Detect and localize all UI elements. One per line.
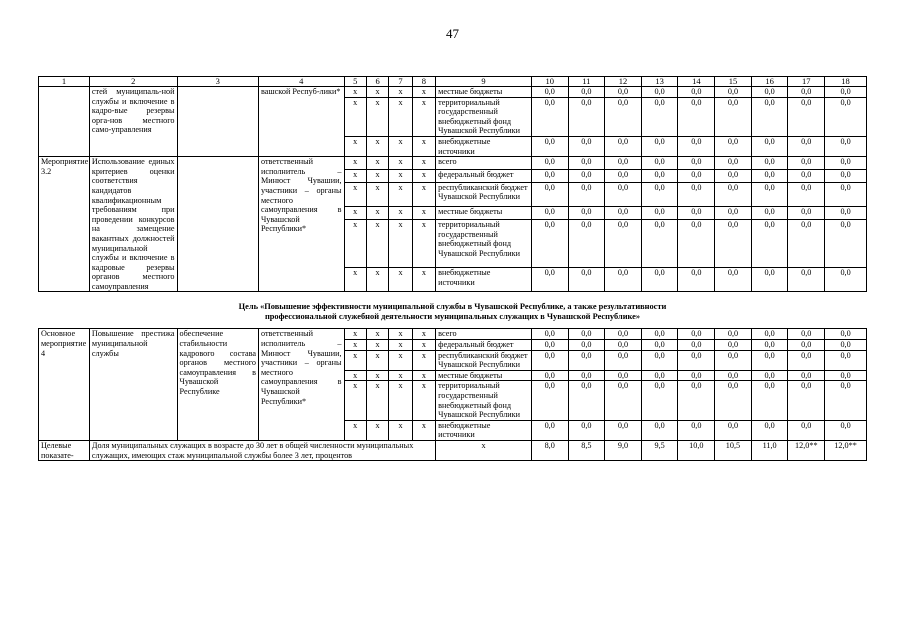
x-mark-cell: x — [389, 136, 412, 156]
value-cell: 0,0 — [568, 370, 605, 381]
value-cell: 0,0 — [788, 136, 825, 156]
value-cell: 0,0 — [788, 329, 825, 340]
value-cell: 0,0 — [605, 329, 642, 340]
x-mark-cell: x — [412, 381, 435, 420]
value-cell: 0,0 — [641, 87, 678, 98]
x-mark-cell: x — [389, 157, 412, 170]
value-cell: 0,0 — [605, 267, 642, 292]
value-cell: 0,0 — [825, 420, 867, 440]
x-mark-cell: x — [344, 350, 366, 370]
value-cell: 0,0 — [568, 350, 605, 370]
value-cell: 0,0 — [678, 207, 715, 220]
x-mark-cell: x — [412, 97, 435, 136]
event-task: обеспечение стабильности кадрового состава органов местного самоуправления в Чувашской Республике — [177, 329, 258, 441]
x-mark-cell: x — [366, 97, 388, 136]
value-cell: 0,0 — [531, 220, 568, 268]
target-value: 12,0** — [825, 441, 867, 461]
value-cell: 0,0 — [678, 136, 715, 156]
goal-line-1: Цель «Повышение эффективности муниципальной службы в Чувашской Республике, а также результативности — [238, 302, 667, 312]
value-cell: 0,0 — [751, 87, 788, 98]
column-header: 13 — [641, 77, 678, 87]
target-value: 12,0** — [788, 441, 825, 461]
column-header: 12 — [605, 77, 642, 87]
x-mark-cell: x — [366, 267, 388, 292]
value-cell: 0,0 — [715, 340, 752, 351]
x-mark-cell: x — [344, 267, 366, 292]
column-header-row — [39, 77, 867, 87]
value-cell: 0,0 — [825, 267, 867, 292]
value-cell: 0,0 — [531, 381, 568, 420]
value-cell: 0,0 — [678, 340, 715, 351]
value-cell: 0,0 — [568, 87, 605, 98]
event-col1-empty — [39, 87, 90, 157]
value-cell: 0,0 — [751, 157, 788, 170]
table-body — [39, 77, 867, 461]
x-mark-cell: x — [412, 136, 435, 156]
value-cell: 0,0 — [788, 340, 825, 351]
value-cell: 0,0 — [605, 170, 642, 183]
event-description: Использование единых критериев оценки соответствия кандидатов квалификационным требованиям при проведении конкурсов на замещение вакантных должностей муниципальной службы и включение в кадровые резервы органов местного самоуправления — [89, 157, 177, 292]
funding-source: республиканский бюджет Чувашской Республики — [436, 350, 532, 370]
x-mark-cell: x — [344, 182, 366, 206]
value-cell: 0,0 — [568, 329, 605, 340]
x-mark-cell: x — [366, 182, 388, 206]
value-cell: 0,0 — [641, 220, 678, 268]
event-task-empty — [177, 157, 258, 292]
value-cell: 0,0 — [751, 267, 788, 292]
funding-source: местные бюджеты — [436, 87, 532, 98]
x-mark-cell: x — [389, 420, 412, 440]
x-mark-cell: x — [366, 350, 388, 370]
x-mark-cell: x — [412, 157, 435, 170]
x-mark-cell: x — [366, 87, 388, 98]
value-cell: 0,0 — [788, 157, 825, 170]
value-cell: 0,0 — [568, 97, 605, 136]
value-cell: 0,0 — [641, 381, 678, 420]
value-cell: 0,0 — [715, 370, 752, 381]
value-cell: 0,0 — [825, 157, 867, 170]
x-mark-cell: x — [366, 340, 388, 351]
value-cell: 0,0 — [605, 220, 642, 268]
x-mark-cell: x — [389, 182, 412, 206]
x-mark-cell: x — [344, 136, 366, 156]
value-cell: 0,0 — [605, 207, 642, 220]
value-cell: 0,0 — [605, 381, 642, 420]
x-mark-cell: x — [389, 170, 412, 183]
target-value: 10,0 — [678, 441, 715, 461]
value-cell: 0,0 — [715, 381, 752, 420]
column-header: 9 — [436, 77, 532, 87]
target-x-mark: x — [436, 441, 532, 461]
value-cell: 0,0 — [751, 220, 788, 268]
funding-source: территориальный государственный внебюджетный фонд Чувашской Республики — [436, 220, 532, 268]
column-header: 2 — [89, 77, 177, 87]
value-cell: 0,0 — [788, 182, 825, 206]
value-cell: 0,0 — [641, 267, 678, 292]
column-header: 17 — [788, 77, 825, 87]
x-mark-cell: x — [412, 87, 435, 98]
value-cell: 0,0 — [568, 220, 605, 268]
event-task-empty — [177, 87, 258, 157]
value-cell: 0,0 — [531, 370, 568, 381]
value-cell: 0,0 — [678, 182, 715, 206]
value-cell: 0,0 — [641, 207, 678, 220]
value-cell: 0,0 — [825, 207, 867, 220]
value-cell: 0,0 — [568, 340, 605, 351]
value-cell: 0,0 — [531, 350, 568, 370]
column-header: 11 — [568, 77, 605, 87]
funding-row — [39, 329, 867, 340]
value-cell: 0,0 — [678, 420, 715, 440]
value-cell: 0,0 — [531, 97, 568, 136]
value-cell: 0,0 — [531, 87, 568, 98]
event-executor: ответственный исполнитель – Минюст Чувашии, участники – органы местного самоуправления в Чувашской Республики* — [258, 157, 344, 292]
value-cell: 0,0 — [641, 157, 678, 170]
x-mark-cell: x — [366, 170, 388, 183]
x-mark-cell: x — [366, 157, 388, 170]
value-cell: 0,0 — [678, 267, 715, 292]
value-cell: 0,0 — [641, 370, 678, 381]
x-mark-cell: x — [366, 329, 388, 340]
column-header: 6 — [366, 77, 388, 87]
x-mark-cell: x — [412, 420, 435, 440]
value-cell: 0,0 — [678, 87, 715, 98]
value-cell: 0,0 — [568, 267, 605, 292]
value-cell: 0,0 — [678, 97, 715, 136]
value-cell: 0,0 — [531, 182, 568, 206]
value-cell: 0,0 — [788, 220, 825, 268]
value-cell: 0,0 — [715, 157, 752, 170]
value-cell: 0,0 — [678, 157, 715, 170]
x-mark-cell: x — [366, 381, 388, 420]
column-header: 16 — [751, 77, 788, 87]
value-cell: 0,0 — [531, 340, 568, 351]
event-description: Повышение престижа муниципальной службы — [89, 329, 177, 441]
funding-source: республиканский бюджет Чувашской Республики — [436, 182, 532, 206]
value-cell: 0,0 — [788, 207, 825, 220]
event-description: стей муниципаль-ной службы и включение в кадро-вые резервы орга-нов местного само-управления — [89, 87, 177, 157]
value-cell: 0,0 — [568, 420, 605, 440]
x-mark-cell: x — [412, 340, 435, 351]
target-value: 10,5 — [715, 441, 752, 461]
x-mark-cell: x — [412, 370, 435, 381]
x-mark-cell: x — [344, 97, 366, 136]
value-cell: 0,0 — [568, 136, 605, 156]
funding-source: территориальный государственный внебюджетный фонд Чувашской Республики — [436, 97, 532, 136]
x-mark-cell: x — [366, 370, 388, 381]
funding-source: внебюджетные источники — [436, 136, 532, 156]
column-header: 3 — [177, 77, 258, 87]
value-cell: 0,0 — [751, 340, 788, 351]
target-value: 8,0 — [531, 441, 568, 461]
target-value: 9,5 — [641, 441, 678, 461]
funding-source: федеральный бюджет — [436, 340, 532, 351]
value-cell: 0,0 — [751, 420, 788, 440]
x-mark-cell: x — [412, 329, 435, 340]
value-cell: 0,0 — [715, 350, 752, 370]
column-header: 10 — [531, 77, 568, 87]
x-mark-cell: x — [389, 329, 412, 340]
funding-row — [39, 87, 867, 98]
x-mark-cell: x — [412, 182, 435, 206]
value-cell: 0,0 — [641, 329, 678, 340]
value-cell: 0,0 — [715, 267, 752, 292]
value-cell: 0,0 — [715, 136, 752, 156]
value-cell: 0,0 — [788, 267, 825, 292]
value-cell: 0,0 — [605, 87, 642, 98]
value-cell: 0,0 — [715, 207, 752, 220]
value-cell: 0,0 — [825, 87, 867, 98]
x-mark-cell: x — [366, 420, 388, 440]
value-cell: 0,0 — [568, 381, 605, 420]
value-cell: 0,0 — [605, 340, 642, 351]
value-cell: 0,0 — [751, 381, 788, 420]
value-cell: 0,0 — [715, 329, 752, 340]
value-cell: 0,0 — [825, 97, 867, 136]
value-cell: 0,0 — [568, 207, 605, 220]
value-cell: 0,0 — [825, 220, 867, 268]
value-cell: 0,0 — [678, 370, 715, 381]
x-mark-cell: x — [389, 381, 412, 420]
funding-source: территориальный государственный внебюджетный фонд Чувашской Республики — [436, 381, 532, 420]
x-mark-cell: x — [412, 170, 435, 183]
value-cell: 0,0 — [825, 350, 867, 370]
value-cell: 0,0 — [788, 170, 825, 183]
x-mark-cell: x — [412, 350, 435, 370]
budget-table — [38, 76, 867, 461]
column-header: 4 — [258, 77, 344, 87]
x-mark-cell: x — [344, 381, 366, 420]
value-cell: 0,0 — [531, 420, 568, 440]
value-cell: 0,0 — [715, 97, 752, 136]
value-cell: 0,0 — [715, 420, 752, 440]
value-cell: 0,0 — [825, 370, 867, 381]
funding-row — [39, 157, 867, 170]
value-cell: 0,0 — [788, 350, 825, 370]
column-header: 1 — [39, 77, 90, 87]
x-mark-cell: x — [412, 207, 435, 220]
column-header: 14 — [678, 77, 715, 87]
value-cell: 0,0 — [605, 350, 642, 370]
funding-source: местные бюджеты — [436, 207, 532, 220]
value-cell: 0,0 — [715, 220, 752, 268]
target-value: 8,5 — [568, 441, 605, 461]
funding-source: всего — [436, 157, 532, 170]
value-cell: 0,0 — [605, 420, 642, 440]
budget-table-container — [38, 76, 867, 461]
x-mark-cell: x — [412, 220, 435, 268]
x-mark-cell: x — [344, 87, 366, 98]
value-cell: 0,0 — [605, 97, 642, 136]
x-mark-cell: x — [389, 267, 412, 292]
value-cell: 0,0 — [788, 87, 825, 98]
x-mark-cell: x — [344, 220, 366, 268]
value-cell: 0,0 — [715, 87, 752, 98]
column-header: 5 — [344, 77, 366, 87]
event-label: Основное мероприятие 4 — [39, 329, 90, 441]
goal-heading — [39, 292, 867, 329]
value-cell: 0,0 — [788, 420, 825, 440]
target-description: Доля муниципальных служащих в возрасте до 30 лет в общей численности муниципальных служащих, имеющих стаж муниципальной службы более 3 лет, процентов — [89, 441, 435, 461]
value-cell: 0,0 — [641, 170, 678, 183]
x-mark-cell: x — [366, 220, 388, 268]
value-cell: 0,0 — [531, 157, 568, 170]
value-cell: 0,0 — [751, 370, 788, 381]
value-cell: 0,0 — [531, 329, 568, 340]
value-cell: 0,0 — [605, 157, 642, 170]
value-cell: 0,0 — [825, 340, 867, 351]
x-mark-cell: x — [344, 370, 366, 381]
value-cell: 0,0 — [641, 136, 678, 156]
target-value: 11,0 — [751, 441, 788, 461]
x-mark-cell: x — [344, 170, 366, 183]
funding-source: внебюджетные источники — [436, 420, 532, 440]
event-executor: ответственный исполнитель – Минюст Чувашии, участники – органы местного самоуправления в Чувашской Республики* — [258, 329, 344, 441]
x-mark-cell: x — [389, 220, 412, 268]
x-mark-cell: x — [389, 207, 412, 220]
value-cell: 0,0 — [605, 136, 642, 156]
x-mark-cell: x — [389, 97, 412, 136]
event-label: Мероприятие 3.2 — [39, 157, 90, 292]
value-cell: 0,0 — [641, 97, 678, 136]
value-cell: 0,0 — [715, 182, 752, 206]
value-cell: 0,0 — [825, 182, 867, 206]
value-cell: 0,0 — [751, 182, 788, 206]
value-cell: 0,0 — [678, 329, 715, 340]
value-cell: 0,0 — [641, 420, 678, 440]
value-cell: 0,0 — [678, 350, 715, 370]
value-cell: 0,0 — [825, 170, 867, 183]
x-mark-cell: x — [344, 157, 366, 170]
x-mark-cell: x — [344, 340, 366, 351]
funding-source: федеральный бюджет — [436, 170, 532, 183]
value-cell: 0,0 — [678, 170, 715, 183]
value-cell: 0,0 — [531, 207, 568, 220]
value-cell: 0,0 — [715, 170, 752, 183]
value-cell: 0,0 — [605, 182, 642, 206]
value-cell: 0,0 — [751, 329, 788, 340]
x-mark-cell: x — [344, 207, 366, 220]
x-mark-cell: x — [389, 340, 412, 351]
value-cell: 0,0 — [825, 381, 867, 420]
value-cell: 0,0 — [751, 97, 788, 136]
target-value: 9,0 — [605, 441, 642, 461]
x-mark-cell: x — [366, 207, 388, 220]
value-cell: 0,0 — [531, 267, 568, 292]
funding-source: всего — [436, 329, 532, 340]
value-cell: 0,0 — [531, 170, 568, 183]
value-cell: 0,0 — [751, 136, 788, 156]
x-mark-cell: x — [366, 136, 388, 156]
value-cell: 0,0 — [788, 370, 825, 381]
goal-line-2: профессиональной служебной деятельности муниципальных служащих в Чувашской Республике» — [264, 312, 641, 322]
x-mark-cell: x — [412, 267, 435, 292]
value-cell: 0,0 — [568, 182, 605, 206]
x-mark-cell: x — [389, 350, 412, 370]
value-cell: 0,0 — [788, 381, 825, 420]
target-indicator-row — [39, 441, 867, 461]
column-header: 7 — [389, 77, 412, 87]
x-mark-cell: x — [344, 329, 366, 340]
value-cell: 0,0 — [751, 170, 788, 183]
value-cell: 0,0 — [531, 136, 568, 156]
goal-row — [39, 292, 867, 329]
value-cell: 0,0 — [751, 207, 788, 220]
value-cell: 0,0 — [568, 157, 605, 170]
target-label: Целевые показате- — [39, 441, 90, 461]
x-mark-cell: x — [344, 420, 366, 440]
value-cell: 0,0 — [605, 370, 642, 381]
value-cell: 0,0 — [641, 182, 678, 206]
value-cell: 0,0 — [641, 340, 678, 351]
value-cell: 0,0 — [678, 220, 715, 268]
funding-source: внебюджетные источники — [436, 267, 532, 292]
value-cell: 0,0 — [568, 170, 605, 183]
event-executor: вашской Респуб-лики* — [258, 87, 344, 157]
column-header: 8 — [412, 77, 435, 87]
value-cell: 0,0 — [788, 97, 825, 136]
page-number: 47 — [446, 26, 459, 41]
x-mark-cell: x — [389, 87, 412, 98]
funding-source: местные бюджеты — [436, 370, 532, 381]
value-cell: 0,0 — [751, 350, 788, 370]
value-cell: 0,0 — [825, 329, 867, 340]
column-header: 15 — [715, 77, 752, 87]
value-cell: 0,0 — [825, 136, 867, 156]
value-cell: 0,0 — [678, 381, 715, 420]
value-cell: 0,0 — [641, 350, 678, 370]
x-mark-cell: x — [389, 370, 412, 381]
column-header: 18 — [825, 77, 867, 87]
